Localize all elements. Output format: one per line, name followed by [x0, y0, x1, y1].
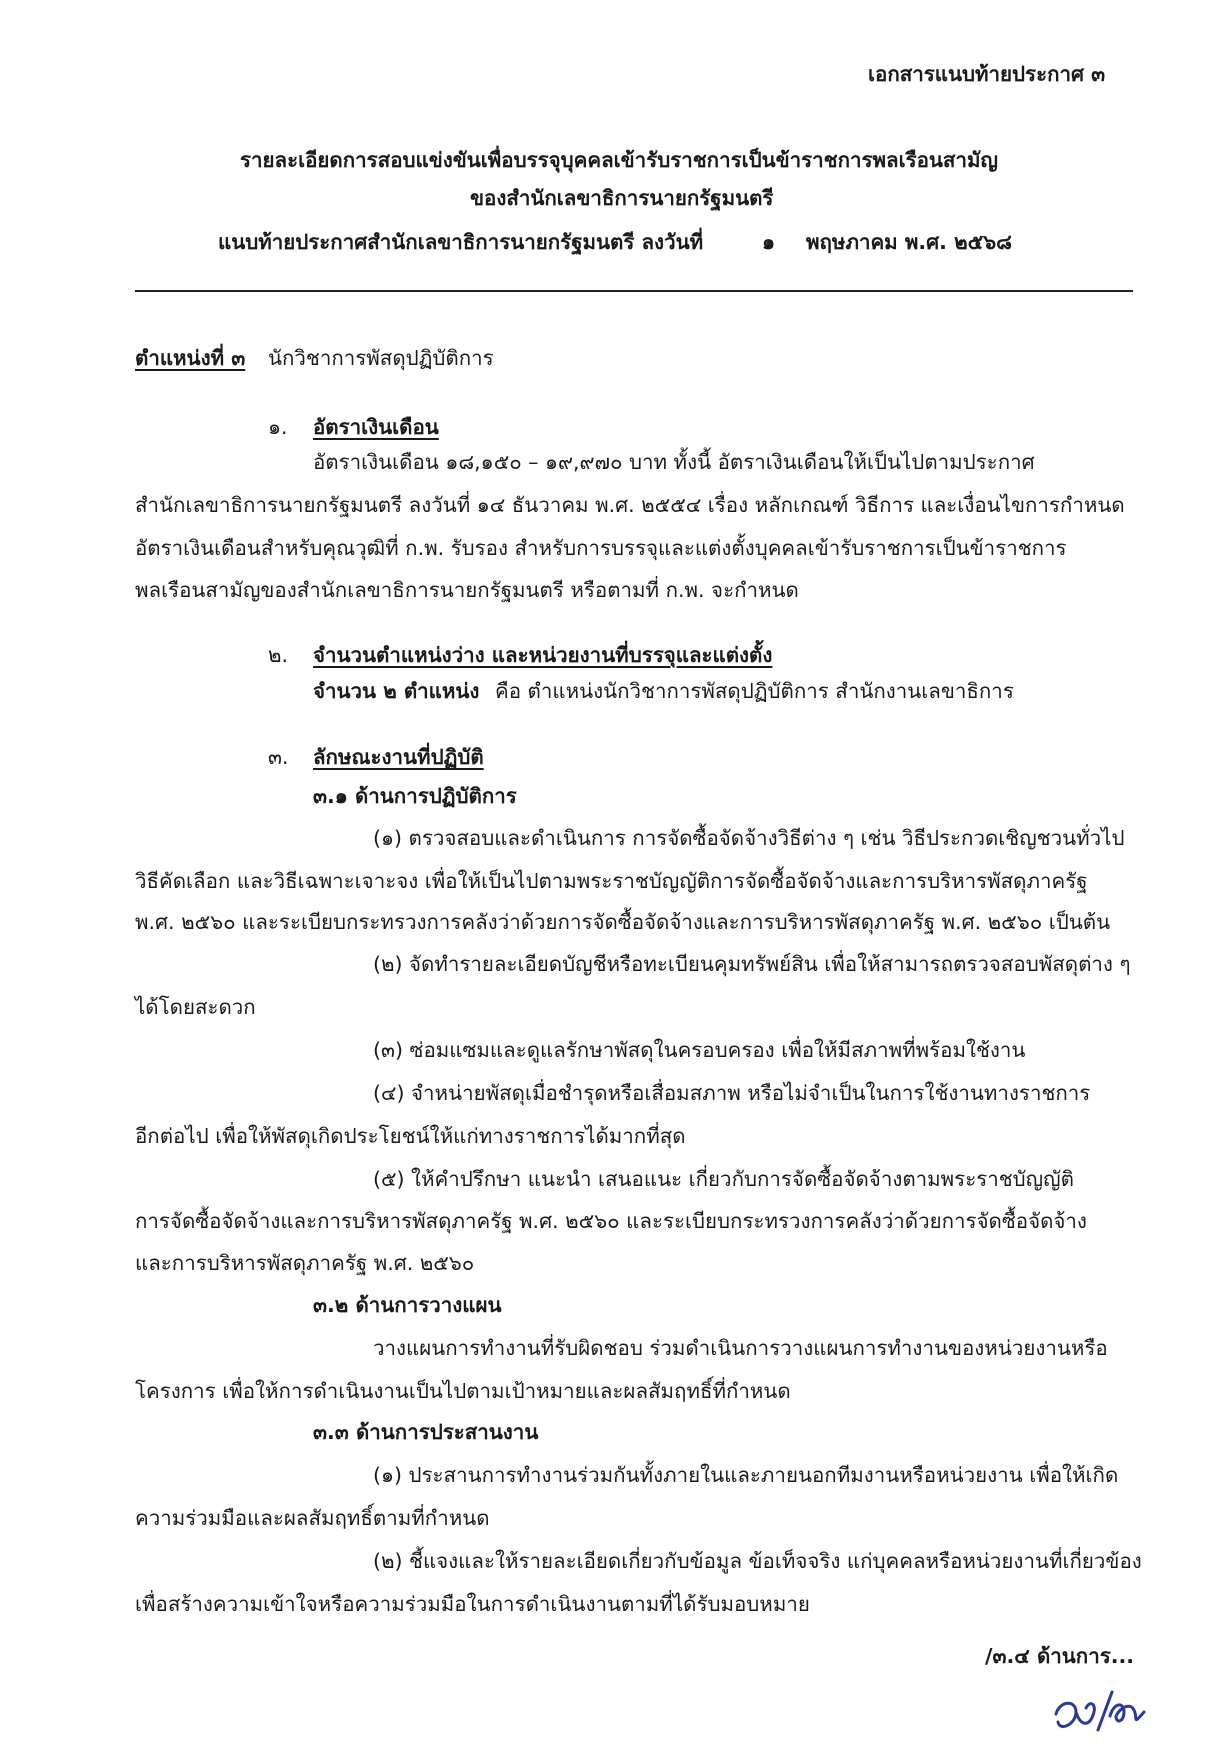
subsection-3-3-line: ความร่วมมือและผลสัมฤทธิ์ตามที่กำหนด — [135, 1506, 490, 1530]
continued-marker: /๓.๔ ด้านการ... — [985, 1644, 1135, 1668]
subsection-3-1-line: (๕) ให้คำปรึกษา แนะนำ เสนอแนะ เกี่ยวกับการจัดซื้อจัดจ้างตามพระราชบัญญัติ — [373, 1167, 1074, 1191]
section-3-number: ๓. — [268, 745, 289, 769]
section-2-count: จำนวน ๒ ตำแหน่ง — [313, 679, 480, 703]
position-title: นักวิชาการพัสดุปฏิบัติการ — [268, 346, 494, 370]
subsection-3-1-line: ได้โดยสะดวก — [135, 995, 256, 1019]
signature-initials-icon — [1050, 1682, 1150, 1742]
subsection-3-1-heading: ๓.๑ ด้านการปฏิบัติการ — [313, 784, 517, 808]
position-label: ตำแหน่งที่ ๓ — [135, 346, 246, 370]
subsection-3-1-line: อีกต่อไป เพื่อให้พัสดุเกิดประโยชน์ให้แก่ทางราชการได้มากที่สุด — [135, 1124, 686, 1148]
subsection-3-1-line: (๑) ตรวจสอบและดำเนินการ การจัดซื้อจัดจ้างวิธีต่าง ๆ เช่น วิธีประกวดเชิญชวนทั่วไป — [373, 826, 1125, 850]
subsection-3-1-line: (๒) จัดทำรายละเอียดบัญชีหรือทะเบียนคุมทรัพย์สิน เพื่อให้สามารถตรวจสอบพัสดุต่าง ๆ — [373, 952, 1131, 976]
subsection-3-1-line: การจัดซื้อจัดจ้างและการบริหารพัสดุภาครัฐ พ.ศ. ๒๕๖๐ และระเบียบกระทรวงการคลังว่าด้วยการจัดซื้อจัดจ้าง — [135, 1209, 1087, 1233]
subsection-3-3-line: (๒) ชี้แจงและให้รายละเอียดเกี่ยวกับข้อมูล ข้อเท็จจริง แก่บุคคลหรือหน่วยงานที่เกี่ยวข้อง — [373, 1549, 1142, 1573]
section-2-number: ๒. — [268, 643, 289, 667]
subsection-3-1-line: (๓) ซ่อมแซมและดูแลรักษาพัสดุในครอบครอง เพื่อให้มีสภาพที่พร้อมใช้งาน — [373, 1038, 1026, 1062]
section-1-line: พลเรือนสามัญของสำนักเลขาธิการนายกรัฐมนตรี หรือตามที่ ก.พ. จะกำหนด — [135, 578, 799, 602]
subsection-3-1-line: วิธีคัดเลือก และวิธีเฉพาะเจาะจง เพื่อให้เป็นไปตามพระราชบัญญัติการจัดซื้อจัดจ้างและการบริหารพัสดุภาครัฐ — [135, 869, 1088, 893]
section-3-title: ลักษณะงานที่ปฏิบัติ — [313, 745, 484, 769]
section-1-line: สำนักเลขาธิการนายกรัฐมนตรี ลงวันที่ ๑๔ ธันวาคม พ.ศ. ๒๕๕๔ เรื่อง หลักเกณฑ์ วิธีการ และเงื่อนไขการกำหนด — [135, 493, 1125, 517]
header-date-day: ๑ — [762, 230, 776, 254]
subsection-3-2-line: โครงการ เพื่อให้การดำเนินงานเป็นไปตามเป้าหมายและผลสัมฤทธิ์ที่กำหนด — [135, 1379, 791, 1403]
header-line-3-prefix: แนบท้ายประกาศสำนักเลขาธิการนายกรัฐมนตรี ลงวันที่ — [218, 230, 704, 254]
section-2-detail: คือ ตำแหน่งนักวิชาการพัสดุปฏิบัติการ สำนักงานเลขาธิการ — [495, 679, 1014, 703]
section-1-line: อัตราเงินเดือน ๑๘,๑๕๐ – ๑๙,๙๗๐ บาท ทั้งนี้ อัตราเงินเดือนให้เป็นไปตามประกาศ — [313, 450, 1035, 474]
subsection-3-3-line: เพื่อสร้างความเข้าใจหรือความร่วมมือในการดำเนินงานตามที่ได้รับมอบหมาย — [135, 1592, 810, 1616]
subsection-3-2-line: วางแผนการทำงานที่รับผิดชอบ ร่วมดำเนินการวางแผนการทำงานของหน่วยงานหรือ — [373, 1336, 1108, 1360]
section-2-title: จำนวนตำแหน่งว่าง และหน่วยงานที่บรรจุและแต่งตั้ง — [313, 643, 773, 667]
header-divider — [135, 290, 1133, 292]
subsection-3-3-heading: ๓.๓ ด้านการประสานงาน — [313, 1420, 539, 1444]
subsection-3-1-line: (๔) จำหน่ายพัสดุเมื่อชำรุดหรือเสื่อมสภาพ หรือไม่จำเป็นในการใช้งานทางราชการ — [373, 1081, 1091, 1105]
section-1-line: อัตราเงินเดือนสำหรับคุณวุฒิที่ ก.พ. รับรอง สำหรับการบรรจุและแต่งตั้งบุคคลเข้ารับราชการเป็นข้าราชการ — [135, 536, 1067, 560]
header-line-2: ของสำนักเลขาธิการนายกรัฐมนตรี — [470, 186, 774, 210]
subsection-3-2-heading: ๓.๒ ด้านการวางแผน — [313, 1293, 502, 1317]
doc-reference: เอกสารแนบท้ายประกาศ ๓ — [868, 62, 1106, 86]
section-1-number: ๑. — [268, 415, 288, 439]
header-line-3-suffix: พฤษภาคม พ.ศ. ๒๕๖๘ — [806, 230, 1012, 254]
header-line-1: รายละเอียดการสอบแข่งขันเพื่อบรรจุบุคคลเข้ารับราชการเป็นข้าราชการพลเรือนสามัญ — [240, 148, 998, 172]
subsection-3-1-line: พ.ศ. ๒๕๖๐ และระเบียบกระทรวงการคลังว่าด้วยการจัดซื้อจัดจ้างและการบริหารพัสดุภาครัฐ พ.ศ. ๒๕๖๐ เป็นต้น — [135, 910, 1111, 934]
subsection-3-3-line: (๑) ประสานการทำงานร่วมกันทั้งภายในและภายนอกทีมงานหรือหน่วยงาน เพื่อให้เกิด — [373, 1463, 1119, 1487]
section-1-title: อัตราเงินเดือน — [313, 415, 439, 439]
subsection-3-1-line: และการบริหารพัสดุภาครัฐ พ.ศ. ๒๕๖๐ — [135, 1251, 475, 1275]
